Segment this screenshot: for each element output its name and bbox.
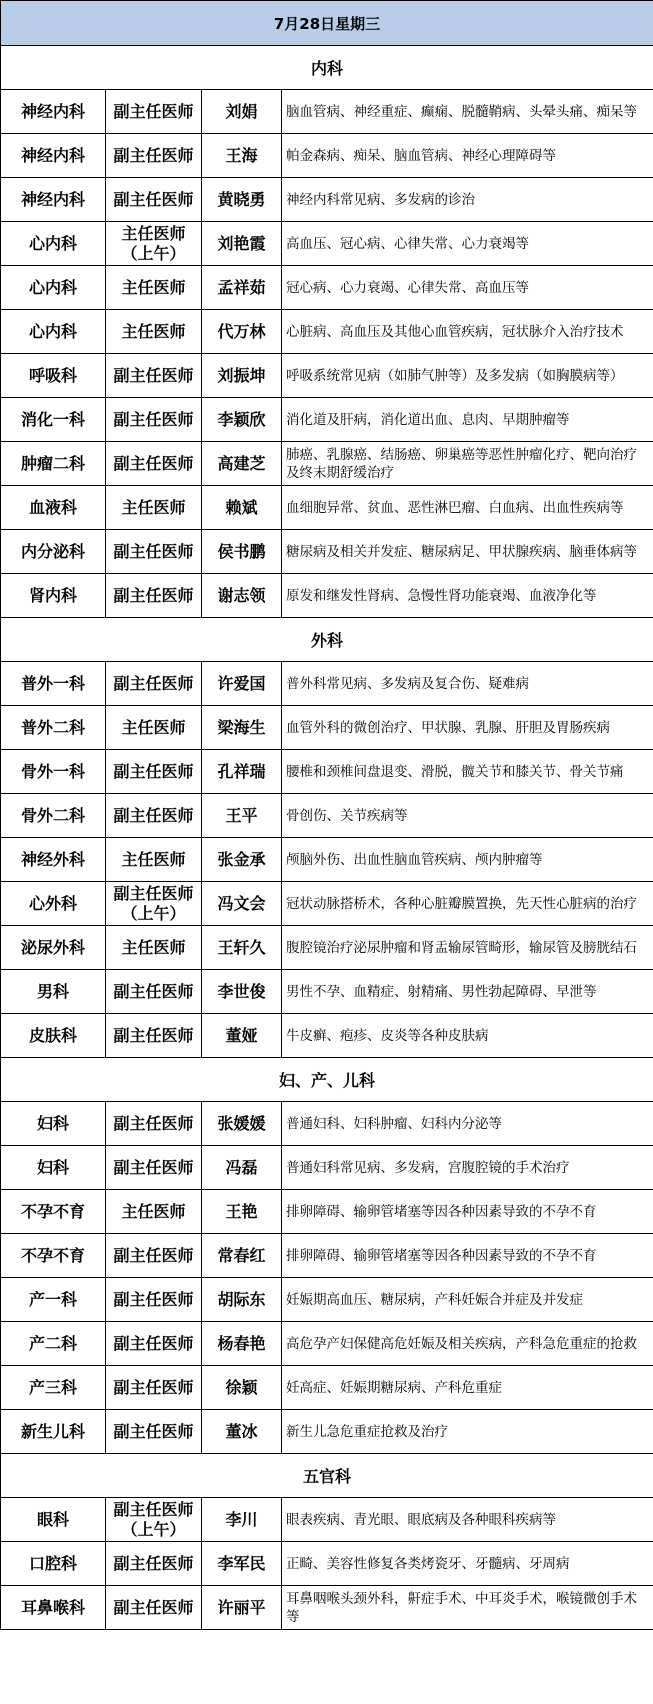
table-row <box>1 222 653 266</box>
table-row <box>1 574 653 618</box>
table-row <box>1 1366 653 1410</box>
department-cell: 神经内科 <box>1 178 106 222</box>
title-cell: 副主任医师 <box>106 1014 202 1058</box>
department-cell: 内分泌科 <box>1 530 106 574</box>
specialty-cell: 帕金森病、痴呆、脑血管病、神经心理障碍等 <box>282 134 653 178</box>
doctor-cell: 刘振坤 <box>202 354 282 398</box>
table-row <box>1 706 653 750</box>
department-cell: 产二科 <box>1 1322 106 1366</box>
specialty-cell: 妊高症、妊娠期糖尿病、产科危重症 <box>282 1366 653 1410</box>
specialty-cell: 血管外科的微创治疗、甲状腺、乳腺、肝胆及胃肠疾病 <box>282 706 653 750</box>
specialty-cell: 血细胞异常、贫血、恶性淋巴瘤、白血病、出血性疾病等 <box>282 486 653 530</box>
department-cell: 心外科 <box>1 882 106 926</box>
table-row <box>1 1278 653 1322</box>
title-cell: 副主任医师 <box>106 1278 202 1322</box>
specialty-cell: 冠心病、心力衰竭、心律失常、高血压等 <box>282 266 653 310</box>
table-row <box>1 134 653 178</box>
doctor-cell: 许丽平 <box>202 1586 282 1630</box>
title-cell: 主任医师 <box>106 706 202 750</box>
doctor-cell: 孟祥茹 <box>202 266 282 310</box>
specialty-cell: 正畸、美容性修复各类烤瓷牙、牙髓病、牙周病 <box>282 1542 653 1586</box>
doctor-cell: 冯磊 <box>202 1146 282 1190</box>
title-cell: 主任医师 <box>106 838 202 882</box>
doctor-cell: 徐颖 <box>202 1366 282 1410</box>
title-cell: 副主任医师 <box>106 662 202 706</box>
specialty-cell: 普外科常见病、多发病及复合伤、疑难病 <box>282 662 653 706</box>
table-row <box>1 178 653 222</box>
specialty-cell: 腹腔镜治疗泌尿肿瘤和肾盂输尿管畸形，输尿管及膀胱结石 <box>282 926 653 970</box>
doctor-cell: 董冰 <box>202 1410 282 1454</box>
table-row <box>1 926 653 970</box>
section-name: 外科 <box>1 618 653 662</box>
table-row <box>1 1014 653 1058</box>
title-cell: 副主任医师 <box>106 1542 202 1586</box>
table-row <box>1 882 653 926</box>
title-cell: 主任医师 <box>106 310 202 354</box>
department-cell: 妇科 <box>1 1102 106 1146</box>
table-row <box>1 794 653 838</box>
department-cell: 心内科 <box>1 310 106 354</box>
department-cell: 心内科 <box>1 222 106 266</box>
table-row <box>1 750 653 794</box>
section-header <box>1 1454 653 1498</box>
title-cell: 副主任医师 <box>106 134 202 178</box>
section-name: 内科 <box>1 46 653 90</box>
table-row <box>1 1102 653 1146</box>
specialty-cell: 骨创伤、关节疾病等 <box>282 794 653 838</box>
title-cell: 副主任医师 <box>106 90 202 134</box>
doctor-cell: 李军民 <box>202 1542 282 1586</box>
specialty-cell: 排卵障碍、输卵管堵塞等因各种因素导致的不孕不育 <box>282 1234 653 1278</box>
table-row <box>1 1190 653 1234</box>
table-row <box>1 310 653 354</box>
specialty-cell: 新生儿急危重症抢救及治疗 <box>282 1410 653 1454</box>
doctor-cell: 高建芝 <box>202 442 282 486</box>
title-cell: 副主任医师 <box>106 178 202 222</box>
specialty-cell: 腰椎和颈椎间盘退变、滑脱，髋关节和膝关节、骨关节痛 <box>282 750 653 794</box>
department-cell: 普外一科 <box>1 662 106 706</box>
doctor-cell: 许爱国 <box>202 662 282 706</box>
table-row <box>1 486 653 530</box>
department-cell: 神经内科 <box>1 90 106 134</box>
specialty-cell: 普通妇科、妇科肿瘤、妇科内分泌等 <box>282 1102 653 1146</box>
department-cell: 泌尿外科 <box>1 926 106 970</box>
doctor-cell: 刘艳霞 <box>202 222 282 266</box>
department-cell: 新生儿科 <box>1 1410 106 1454</box>
title-cell: 副主任医师 <box>106 1410 202 1454</box>
title-cell: 副主任医师 <box>106 1146 202 1190</box>
title-cell: 主任医师 （上午） <box>106 222 202 266</box>
section-header <box>1 46 653 90</box>
table-row <box>1 90 653 134</box>
specialty-cell: 耳鼻咽喉头颈外科，鼾症手术、中耳炎手术，喉镜微创手术等 <box>282 1586 653 1630</box>
specialty-cell: 呼吸系统常见病（如肺气肿等）及多发病（如胸膜病等） <box>282 354 653 398</box>
doctor-cell: 王艳 <box>202 1190 282 1234</box>
specialty-cell: 颅脑外伤、出血性脑血管疾病、颅内肿瘤等 <box>282 838 653 882</box>
department-cell: 神经内科 <box>1 134 106 178</box>
department-cell: 血液科 <box>1 486 106 530</box>
department-cell: 骨外一科 <box>1 750 106 794</box>
doctor-cell: 侯书鹏 <box>202 530 282 574</box>
section-name: 妇、产、儿科 <box>1 1058 653 1102</box>
schedule-title: 7月28日星期三 <box>1 1 653 46</box>
table-row <box>1 1234 653 1278</box>
section-header <box>1 1058 653 1102</box>
specialty-cell: 肺癌、乳腺癌、结肠癌、卵巢癌等恶性肿瘤化疗、靶向治疗及终末期舒缓治疗 <box>282 442 653 486</box>
doctor-cell: 梁海生 <box>202 706 282 750</box>
doctor-cell: 李颖欣 <box>202 398 282 442</box>
doctor-cell: 黄晓勇 <box>202 178 282 222</box>
section-name: 五官科 <box>1 1454 653 1498</box>
department-cell: 产三科 <box>1 1366 106 1410</box>
title-cell: 副主任医师 <box>106 398 202 442</box>
doctor-cell: 王平 <box>202 794 282 838</box>
table-row <box>1 442 653 486</box>
department-cell: 肿瘤二科 <box>1 442 106 486</box>
department-cell: 男科 <box>1 970 106 1014</box>
specialty-cell: 排卵障碍、输卵管堵塞等因各种因素导致的不孕不育 <box>282 1190 653 1234</box>
department-cell: 肾内科 <box>1 574 106 618</box>
title-cell: 副主任医师 <box>106 574 202 618</box>
department-cell: 普外二科 <box>1 706 106 750</box>
department-cell: 不孕不育 <box>1 1234 106 1278</box>
table-row <box>1 1322 653 1366</box>
doctor-cell: 刘娟 <box>202 90 282 134</box>
department-cell: 耳鼻喉科 <box>1 1586 106 1630</box>
table-row <box>1 1542 653 1586</box>
specialty-cell: 糖尿病及相关并发症、糖尿病足、甲状腺疾病、脑垂体病等 <box>282 530 653 574</box>
department-cell: 骨外二科 <box>1 794 106 838</box>
table-row <box>1 530 653 574</box>
doctor-cell: 李川 <box>202 1498 282 1542</box>
title-cell: 主任医师 <box>106 266 202 310</box>
table-row <box>1 398 653 442</box>
specialty-cell: 原发和继发性肾病、急慢性肾功能衰竭、血液净化等 <box>282 574 653 618</box>
title-cell: 副主任医师 <box>106 1234 202 1278</box>
department-cell: 口腔科 <box>1 1542 106 1586</box>
title-cell: 副主任医师 （上午） <box>106 1498 202 1542</box>
department-cell: 呼吸科 <box>1 354 106 398</box>
doctor-cell: 代万林 <box>202 310 282 354</box>
doctor-cell: 胡际东 <box>202 1278 282 1322</box>
specialty-cell: 神经内科常见病、多发病的诊治 <box>282 178 653 222</box>
department-cell: 消化一科 <box>1 398 106 442</box>
table-row <box>1 1410 653 1454</box>
doctor-cell: 李世俊 <box>202 970 282 1014</box>
table-row <box>1 266 653 310</box>
title-cell: 副主任医师 <box>106 750 202 794</box>
doctor-cell: 赖斌 <box>202 486 282 530</box>
section-header <box>1 618 653 662</box>
table-row <box>1 1586 653 1630</box>
specialty-cell: 牛皮癣、疱疹、皮炎等各种皮肤病 <box>282 1014 653 1058</box>
title-cell: 副主任医师 <box>106 970 202 1014</box>
title-cell: 副主任医师 <box>106 1102 202 1146</box>
title-cell: 副主任医师 （上午） <box>106 882 202 926</box>
specialty-cell: 高危孕产妇保健高危妊娠及相关疾病，产科急危重症的抢救 <box>282 1322 653 1366</box>
table-row <box>1 970 653 1014</box>
doctor-cell: 王轩久 <box>202 926 282 970</box>
department-cell: 心内科 <box>1 266 106 310</box>
title-cell: 副主任医师 <box>106 1322 202 1366</box>
title-cell: 主任医师 <box>106 1190 202 1234</box>
department-cell: 不孕不育 <box>1 1190 106 1234</box>
specialty-cell: 眼表疾病、青光眼、眼底病及各种眼科疾病等 <box>282 1498 653 1542</box>
department-cell: 眼科 <box>1 1498 106 1542</box>
table-row <box>1 354 653 398</box>
doctor-cell: 冯文会 <box>202 882 282 926</box>
table-row <box>1 1498 653 1542</box>
title-cell: 副主任医师 <box>106 442 202 486</box>
specialty-cell: 脑血管病、神经重症、癫痫、脱髓鞘病、头晕头痛、痴呆等 <box>282 90 653 134</box>
doctor-cell: 张金承 <box>202 838 282 882</box>
title-cell: 副主任医师 <box>106 530 202 574</box>
table-row <box>1 838 653 882</box>
doctor-cell: 王海 <box>202 134 282 178</box>
title-cell: 主任医师 <box>106 926 202 970</box>
doctor-cell: 董娅 <box>202 1014 282 1058</box>
department-cell: 妇科 <box>1 1146 106 1190</box>
specialty-cell: 冠状动脉搭桥术，各种心脏瓣膜置换，先天性心脏病的治疗 <box>282 882 653 926</box>
title-cell: 主任医师 <box>106 486 202 530</box>
title-cell: 副主任医师 <box>106 1586 202 1630</box>
specialty-cell: 男性不孕、血精症、射精痛、男性勃起障碍、早泄等 <box>282 970 653 1014</box>
specialty-cell: 妊娠期高血压、糖尿病，产科妊娠合并症及并发症 <box>282 1278 653 1322</box>
title-cell: 副主任医师 <box>106 354 202 398</box>
doctor-cell: 常春红 <box>202 1234 282 1278</box>
doctor-cell: 杨春艳 <box>202 1322 282 1366</box>
specialty-cell: 消化道及肝病，消化道出血、息肉、早期肿瘤等 <box>282 398 653 442</box>
table-row <box>1 1146 653 1190</box>
title-cell: 副主任医师 <box>106 1366 202 1410</box>
table-row <box>1 662 653 706</box>
specialty-cell: 普通妇科常见病、多发病，宫腹腔镜的手术治疗 <box>282 1146 653 1190</box>
doctor-cell: 张媛媛 <box>202 1102 282 1146</box>
specialty-cell: 高血压、冠心病、心律失常、心力衰竭等 <box>282 222 653 266</box>
department-cell: 皮肤科 <box>1 1014 106 1058</box>
specialty-cell: 心脏病、高血压及其他心血管疾病，冠状脉介入治疗技术 <box>282 310 653 354</box>
doctor-cell: 谢志领 <box>202 574 282 618</box>
department-cell: 神经外科 <box>1 838 106 882</box>
title-cell: 副主任医师 <box>106 794 202 838</box>
doctor-cell: 孔祥瑞 <box>202 750 282 794</box>
department-cell: 产一科 <box>1 1278 106 1322</box>
